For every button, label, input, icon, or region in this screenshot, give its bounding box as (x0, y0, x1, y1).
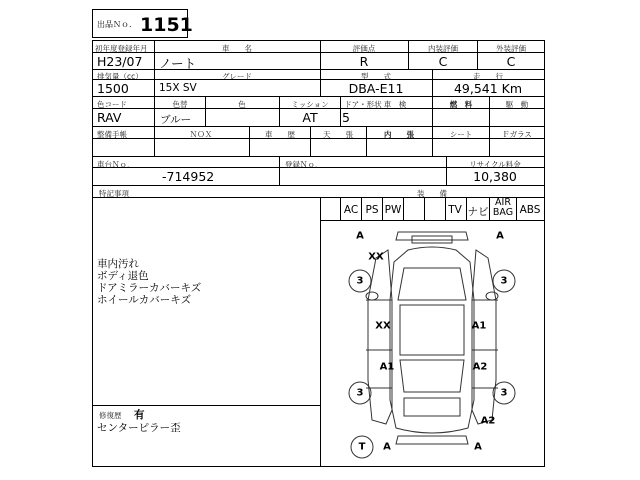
interior-grade-header: 内装評価 (428, 44, 458, 53)
lot-number: 1151 (140, 14, 193, 36)
equipment-pw: PW (384, 204, 402, 216)
damage-mark: 3 (356, 275, 364, 287)
color-value: ブルー (160, 114, 192, 126)
displacement-value: 1500 (97, 81, 129, 96)
damage-mark: A2 (480, 415, 496, 427)
model-header: 型 式 (361, 72, 391, 81)
mission-value: AT (302, 110, 318, 125)
notes-header: 特記事項 (99, 189, 129, 198)
recycle-fee-value: 10,380 (473, 169, 517, 184)
mileage-value: 49,541 Km (453, 81, 523, 96)
equipment-airbag: AIR BAG (492, 197, 514, 218)
chassis-no-value: -714952 (162, 169, 215, 184)
lot-number-label: 出品Ｎｏ． (97, 20, 137, 29)
interior-grade-value: C (438, 54, 448, 69)
damage-mark: 3 (500, 387, 508, 399)
repair-history-value: 有 (134, 409, 145, 421)
color-code-header: 色コード (97, 100, 127, 109)
damage-mark: A (496, 230, 504, 242)
car-rear-window (400, 360, 464, 392)
score-value: R (359, 54, 369, 69)
car-windshield (398, 268, 466, 300)
color-type-header: 色替 (172, 100, 188, 109)
notes-list (97, 258, 201, 306)
mileage-header: 走 行 (473, 72, 503, 81)
car-roof (400, 305, 464, 355)
f-glass-header: Ｆガラス (502, 130, 532, 139)
damage-mark: A2 (472, 361, 488, 373)
damage-mark: T (358, 441, 366, 453)
damage-mark: A1 (471, 320, 487, 332)
fuel-header: 燃 料 (449, 100, 473, 109)
doors-header: ドア・形状 (344, 100, 382, 109)
seat-header: シート (449, 130, 473, 139)
equipment-ps: PS (365, 204, 379, 216)
first-reg-value: H23/07 (97, 54, 143, 69)
equipment-navi: ナビ (467, 206, 489, 218)
color-code-value: RAV (97, 110, 122, 125)
first-reg-header: 初年度登録年月 (95, 44, 148, 53)
score-header: 評価点 (352, 44, 376, 53)
note-item: 車内汚れ (97, 258, 139, 270)
grade-header: グレード (222, 72, 252, 81)
car-left-side (368, 250, 392, 424)
exterior-grade-value: C (506, 54, 516, 69)
damage-mark: A (474, 441, 482, 453)
sunroof-header: 天 張 (323, 130, 353, 139)
reg-no-header: 登録Ｎｏ． (285, 160, 323, 169)
damage-mark: A1 (379, 361, 395, 373)
drive-header: 駆 動 (505, 100, 529, 109)
interior-header: 内 張 (384, 130, 414, 139)
recycle-fee-header: リサイクル料金 (469, 160, 521, 169)
equipment-tv: TV (448, 204, 462, 216)
note-item: ホイールカバーキズ (97, 294, 192, 306)
note-item: ドアミラーカバーキズ (97, 282, 202, 294)
model-value: DBA-E11 (348, 81, 404, 96)
damage-mark: XX (375, 320, 391, 332)
repair-history-header: 修復歴 (99, 411, 122, 420)
repair-note: センターピラー歪 (97, 422, 181, 434)
damage-mark: A (383, 441, 391, 453)
car-name-value: ノート (159, 56, 197, 71)
grade-value: 15X SV (159, 82, 197, 94)
equipment-ac: AC (343, 204, 359, 216)
equipment-header: 装 備 (417, 189, 447, 198)
chassis-no-header: 車台Ｎｏ． (97, 160, 135, 169)
displacement-header: 排気量（cc） (97, 72, 143, 81)
nox-header: ＮＯＸ (189, 130, 213, 139)
damage-mark: 3 (500, 275, 508, 287)
exterior-grade-header: 外装評価 (496, 44, 526, 53)
damage-mark: A (356, 230, 364, 242)
car-name-header: 車 名 (222, 44, 252, 53)
mission-header: ミッション (291, 100, 329, 109)
damage-mark: XX (368, 251, 384, 263)
equipment-abs: ABS (519, 204, 541, 216)
doors-value: 5 (342, 110, 350, 125)
car-rear-view (396, 436, 468, 444)
manual-header: 整備手帳 (97, 130, 127, 139)
car-right-side (472, 250, 496, 424)
damage-mark: 3 (356, 387, 364, 399)
lot-number-box (92, 9, 193, 38)
note-item: ボディ退色 (97, 270, 149, 282)
inspection-header: 車 検 (383, 100, 407, 109)
color-header: 色 (238, 100, 246, 109)
history-header: 車 歴 (265, 130, 295, 139)
